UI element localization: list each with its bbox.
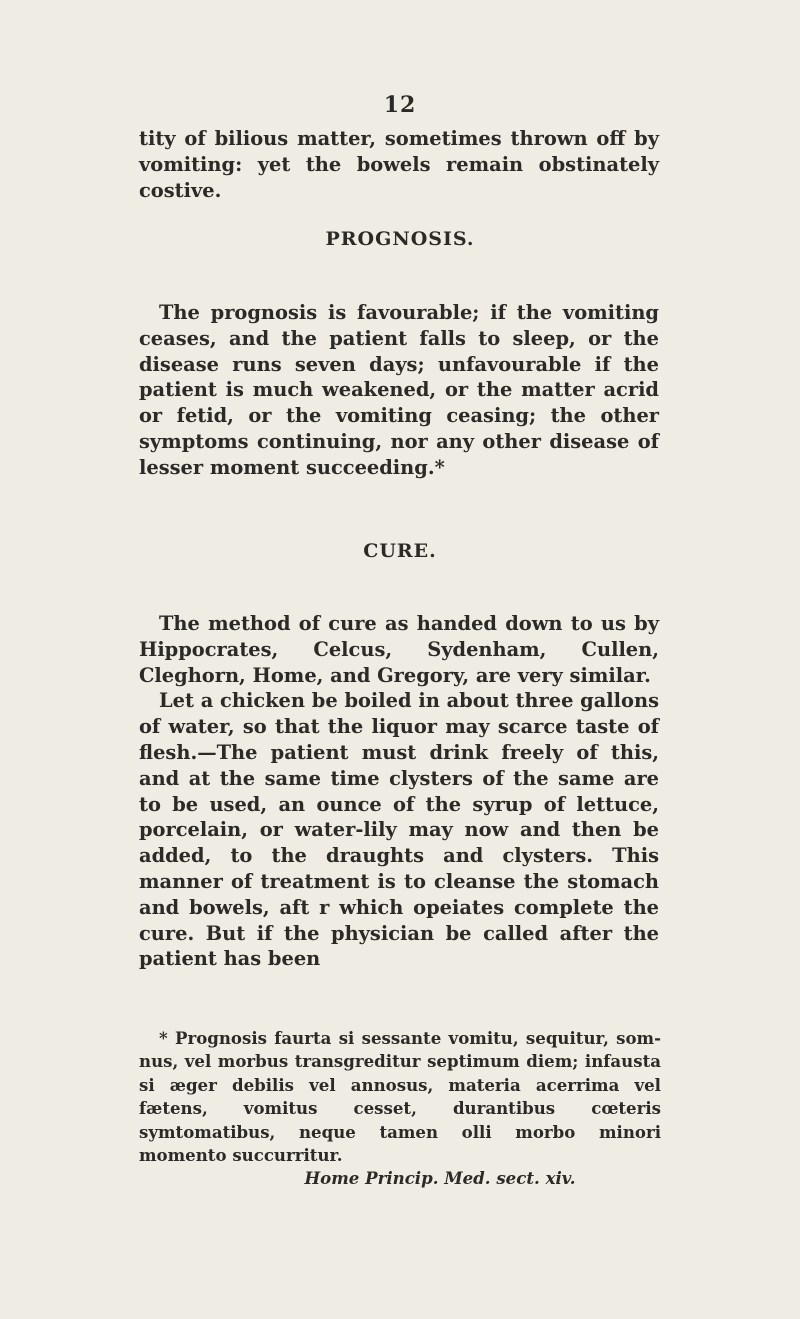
cure-paragraph-2: Let a chicken be boiled in about three gallons of water, so that the liquor may scarce taste of flesh.—The patient must drink freely of this, and at the same time clysters of the same are to be used, an ounce of the syrup of lettuce, porcelain, or water-lily may now and then be added, to the draughts and clysters. This manner of treatment is to cleanse the stomach and bowels, aft r which opeiates complete the cure. But if the physician be called after the patient has been [139, 689, 659, 971]
cure-heading: CURE. [363, 540, 437, 562]
footnote [139, 1027, 661, 1191]
cure-paragraph-1: The method of cure as handed down to us by Hippocrates, Celcus, Sydenham, Cullen, Cleghorn, Home, and Gregory, are very similar. [139, 612, 659, 687]
intro-text-block [139, 126, 659, 203]
prognosis-text-block [139, 300, 659, 481]
intro-paragraph: tity of bilious matter, sometimes thrown off by vomiting: yet the bowels remain obstinately costive. [139, 127, 659, 202]
cure-text-block [139, 611, 659, 972]
prognosis-paragraph: The prognosis is favourable; if the vomiting ceases, and the patient falls to sleep, or the disease runs seven days; unfavourable if the patient is much weakened, or the matter acrid or fetid, or the vomiting ceasing; the other symptoms continuing, nor any other disease of lesser moment succeeding.* [139, 301, 659, 479]
footnote-text: * Prognosis faurta si sessante vomitu, sequitur, somnus, vel morbus transgreditur septimum diem; infausta si æger debilis vel annosus, materia acerrima vel fætens, vomitus cesset, durantibus cœteris symtomatibus, neque tamen olli morbo minori momento succurritur. [139, 1028, 661, 1166]
footnote-citation: Home Princip. Med. sect. xiv. [304, 1168, 576, 1189]
prognosis-heading: PROGNOSIS. [325, 228, 475, 250]
page-number: 12 [383, 92, 417, 118]
